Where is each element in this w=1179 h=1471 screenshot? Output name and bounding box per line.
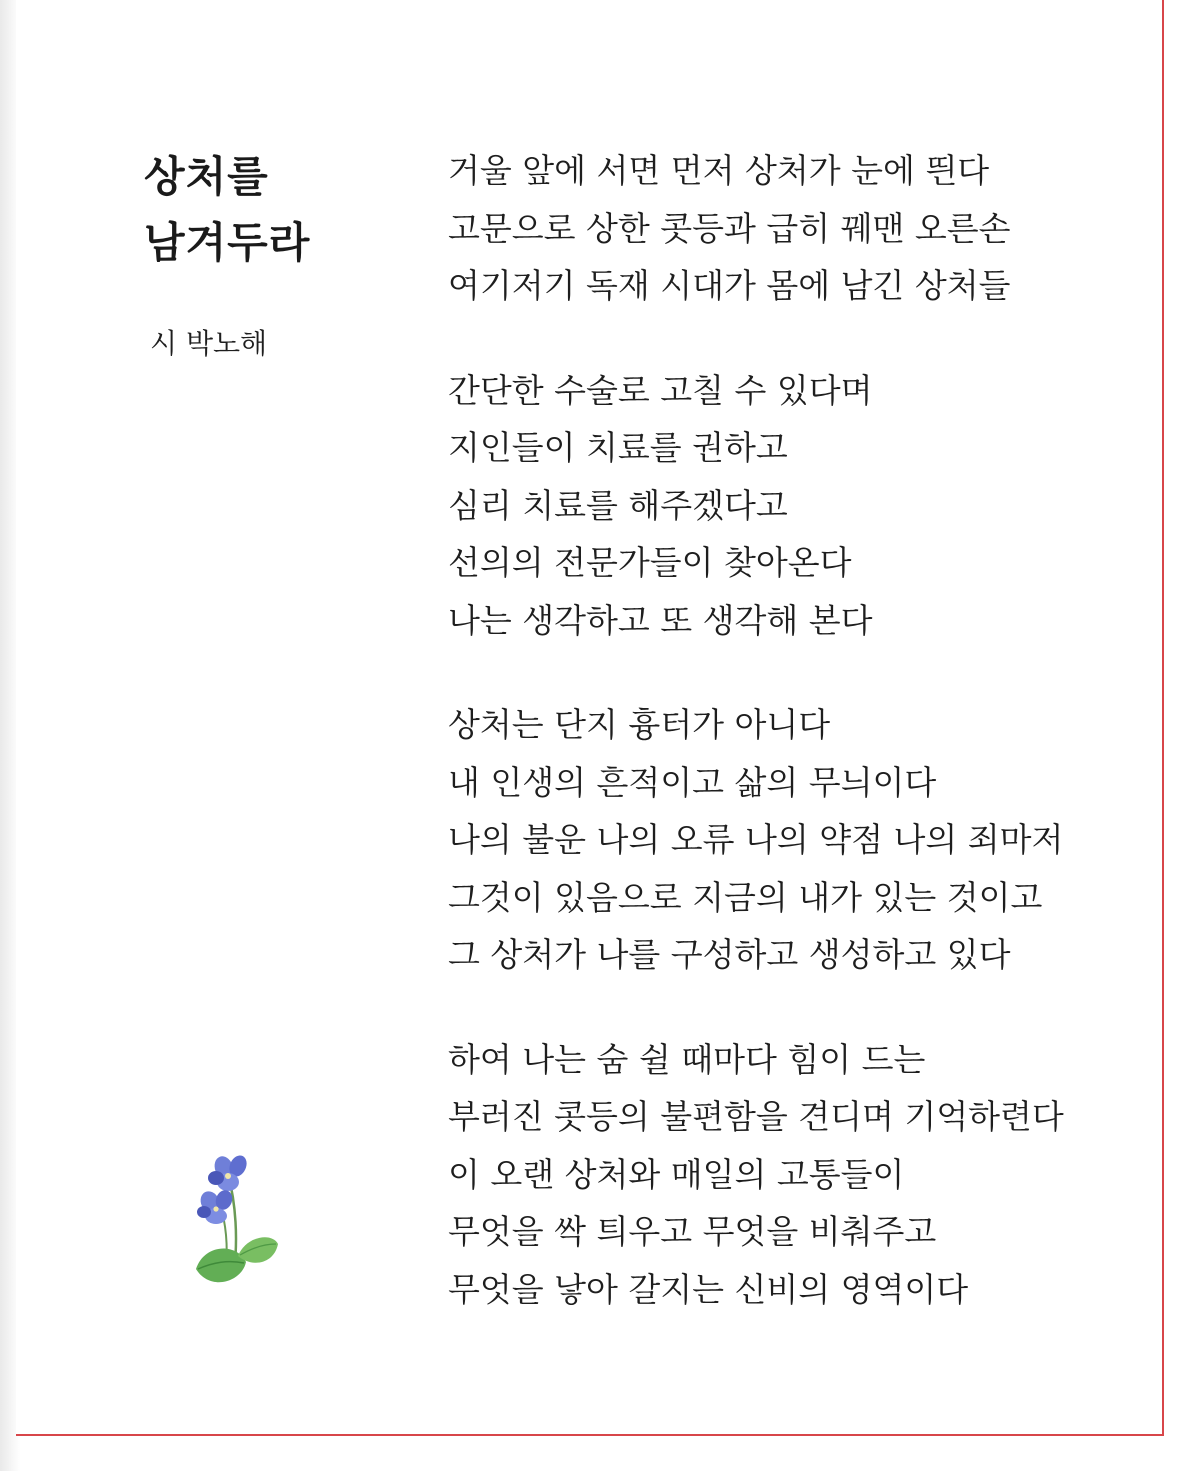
violet-flower-icon bbox=[176, 1144, 296, 1294]
poem-line: 지인들이 치료를 권하고 bbox=[448, 428, 788, 467]
poem-line: 이 오랜 상처와 매일의 고통들이 bbox=[448, 1154, 905, 1194]
poem-line: 무엇을 낳아 갈지는 신비의 영역이다 bbox=[448, 1269, 969, 1309]
poem-body bbox=[448, 142, 1064, 1365]
poem-line: 상처는 단지 흉터가 아니다 bbox=[448, 705, 831, 744]
stanza-4 bbox=[448, 1031, 1064, 1319]
poem-title-line-1: 상처를 bbox=[144, 152, 269, 201]
poem-line: 거울 앞에 서면 먼저 상처가 눈에 띈다 bbox=[448, 151, 990, 190]
stanza-1 bbox=[448, 142, 1064, 315]
poem-author: 시 박노해 bbox=[150, 327, 268, 360]
poem-line: 그것이 있음으로 지금의 내가 있는 것이고 bbox=[448, 877, 1043, 917]
poem-line: 무엇을 싹 틔우고 무엇을 비춰주고 bbox=[448, 1212, 937, 1251]
poem-line: 하여 나는 숨 쉴 때마다 힘이 드는 bbox=[448, 1039, 926, 1079]
poem-line: 부러진 콧등의 불편함을 견디며 기억하련다 bbox=[448, 1097, 1064, 1136]
poem-line: 선의의 전문가들이 찾아온다 bbox=[448, 543, 852, 582]
stanza-2 bbox=[448, 362, 1064, 650]
poem-line: 심리 치료를 해주겠다고 bbox=[448, 485, 788, 525]
poem-title bbox=[144, 144, 310, 276]
poem-card bbox=[16, 0, 1164, 1436]
poem-line: 여기저기 독재 시대가 몸에 남긴 상처들 bbox=[448, 266, 1011, 305]
stanza-3 bbox=[448, 696, 1064, 984]
poem-title-line-2: 남겨두라 bbox=[144, 218, 311, 267]
poem-line: 그 상처가 나를 구성하고 생성하고 있다 bbox=[448, 935, 1011, 974]
poem-line: 나는 생각하고 또 생각해 본다 bbox=[448, 600, 873, 640]
poem-line: 간단한 수술로 고칠 수 있다며 bbox=[448, 370, 873, 410]
poem-line: 고문으로 상한 콧등과 급히 꿰맨 오른손 bbox=[448, 208, 1011, 248]
poem-line: 내 인생의 흔적이고 삶의 무늬이다 bbox=[448, 762, 937, 802]
poem-line: 나의 불운 나의 오류 나의 약점 나의 죄마저 bbox=[448, 820, 1064, 859]
